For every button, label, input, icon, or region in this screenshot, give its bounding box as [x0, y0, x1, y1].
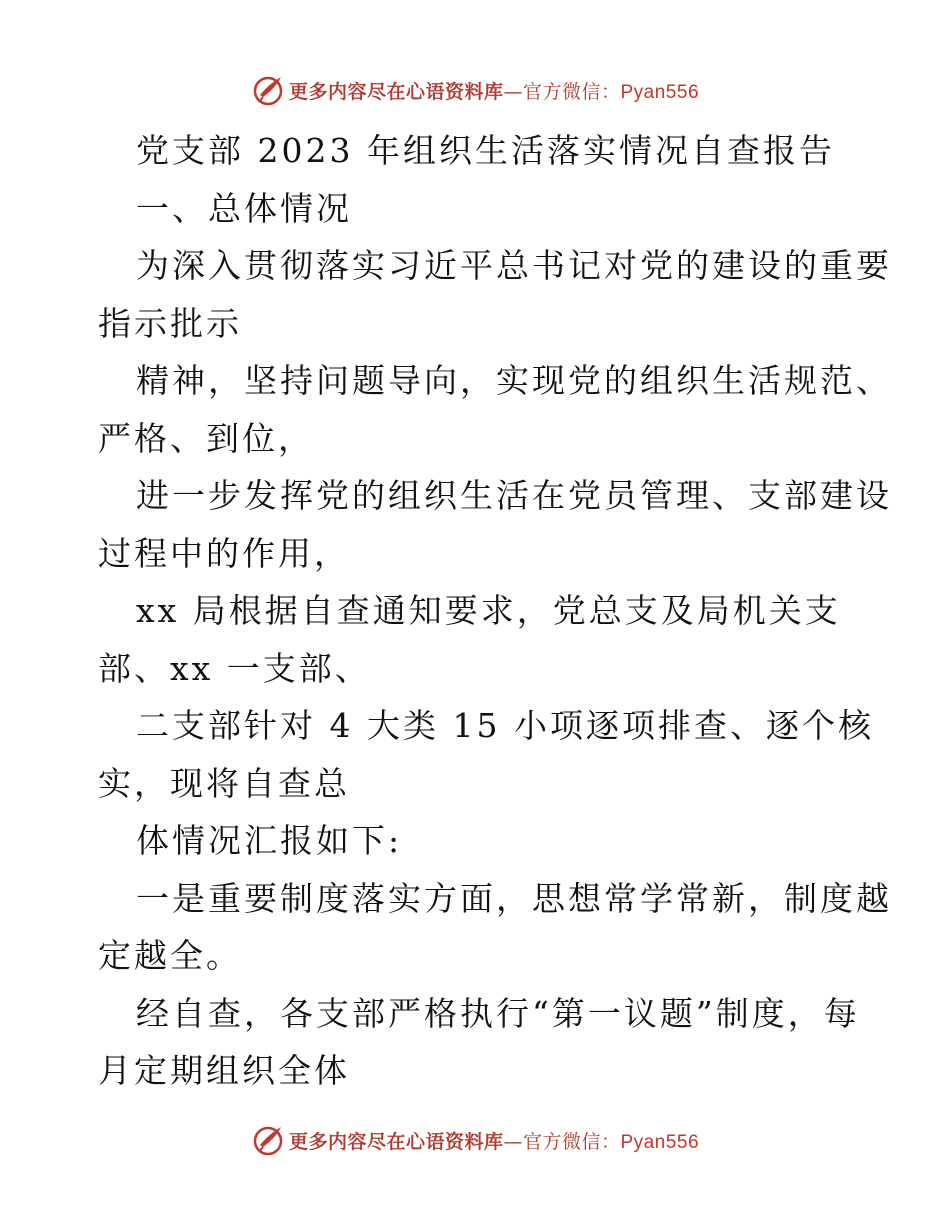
- header-watermark-sub: 官方微信：: [522, 80, 621, 103]
- header-watermark-text: [289, 77, 699, 104]
- paragraph-line: xx 局根据自查通知要求，党总支及局机关支: [136, 591, 841, 630]
- footer-watermark-main: 更多内容尽在心语资料库: [288, 1130, 504, 1153]
- header-watermark-dash: —: [503, 80, 523, 103]
- header-watermark-main: 更多内容尽在心语资料库: [288, 80, 504, 103]
- header-watermark-id: Pyan556: [620, 81, 700, 103]
- footer-watermark-sub: 官方微信：: [522, 1130, 621, 1153]
- paragraph-line: 体情况汇报如下:: [136, 821, 403, 860]
- paragraph-line: 二支部针对 4 大类 15 小项逐项排查、逐个核: [136, 706, 874, 745]
- footer-watermark-text: [289, 1127, 699, 1154]
- footer-watermark-dash: —: [503, 1130, 523, 1153]
- paragraph-line: 精神，坚持问题导向，实现党的组织生活规范、: [136, 361, 892, 400]
- paragraph-line: 月定期组织全体: [98, 1051, 350, 1090]
- document-body: [98, 122, 892, 1100]
- paragraph-line: 为深入贯彻落实习近平总书记对党的建设的重要: [136, 246, 892, 285]
- document-title: 党支部 2023 年组织生活落实情况自查报告: [136, 131, 835, 170]
- paragraph-line: 部、xx 一支部、: [98, 648, 371, 688]
- paragraph-line: 经自查，各支部严格执行“第一议题”制度，每: [136, 993, 860, 1033]
- footer-watermark: [0, 1120, 950, 1160]
- paragraph-line: 定越全。: [98, 936, 242, 975]
- paragraph-line: 严格、到位，: [98, 418, 314, 458]
- paragraph-line: 进一步发挥党的组织生活在党员管理、支部建设: [136, 476, 892, 515]
- section-heading: 一、总体情况: [136, 188, 352, 228]
- quill-logo-icon: [251, 73, 285, 107]
- paragraph-line: 一是重要制度落实方面，思想常学常新，制度越: [136, 878, 892, 918]
- paragraph-line: 指示批示: [98, 303, 242, 343]
- paragraph-line: 实，现将自查总: [98, 763, 350, 803]
- header-watermark: [0, 70, 950, 110]
- quill-logo-icon: [251, 1123, 285, 1157]
- paragraph-line: 过程中的作用，: [98, 533, 350, 573]
- footer-watermark-id: Pyan556: [620, 1131, 700, 1153]
